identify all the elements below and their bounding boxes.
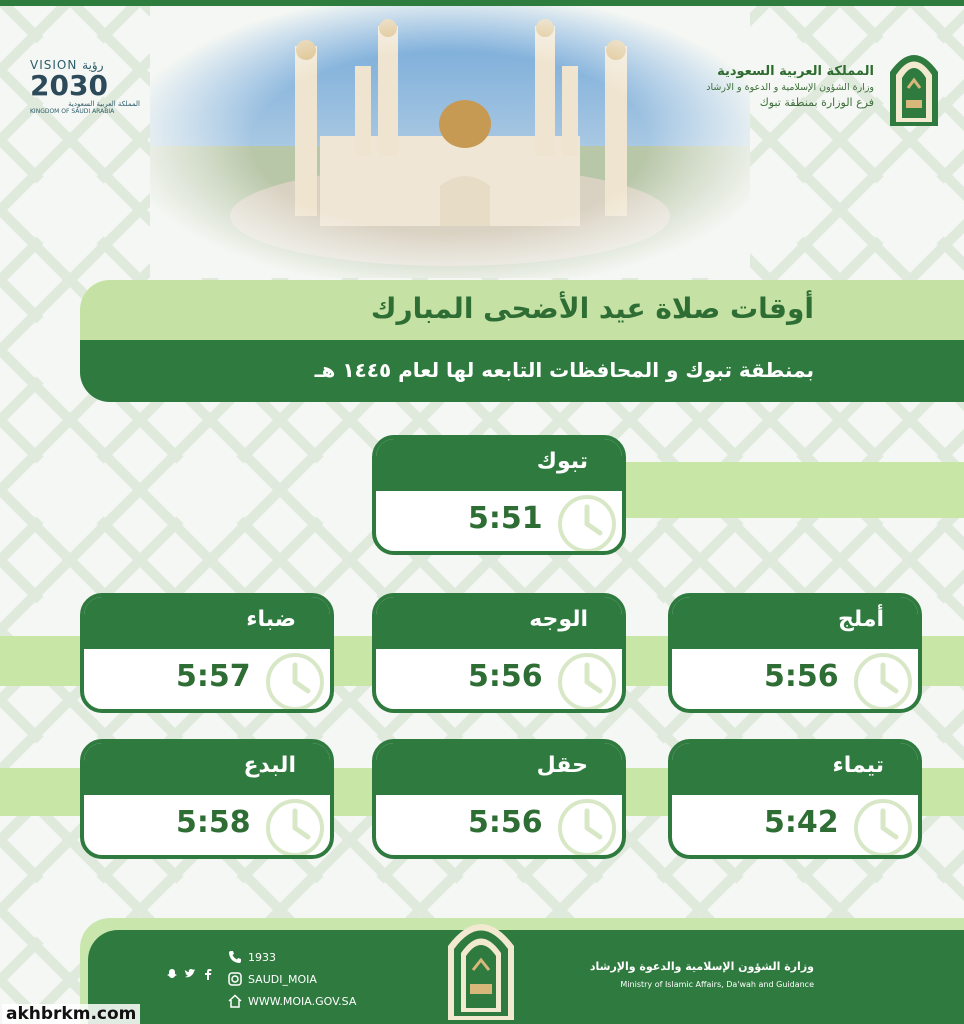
clock-icon	[852, 651, 914, 713]
page-title: أوقات صلاة عيد الأضحى المبارك	[370, 292, 814, 325]
prayer-time: 5:57	[176, 659, 251, 694]
website-link[interactable]: WWW.MOIA.GOV.SA	[248, 994, 357, 1008]
card-alwajh	[372, 593, 626, 713]
city-name: الوجه	[529, 607, 588, 632]
mosque-illustration	[150, 6, 750, 278]
ministry-line-1: المملكة العربية السعودية	[717, 64, 874, 79]
prayer-time: 5:51	[468, 501, 543, 536]
city-name: تبوك	[536, 449, 588, 474]
ministry-emblem-icon	[886, 42, 942, 126]
card-tayma	[668, 739, 922, 859]
vision-2030-logo	[30, 58, 140, 115]
city-name: ضباء	[246, 607, 296, 632]
footer-ministry-english: Ministry of Islamic Affairs, Da'wah and Guidance	[620, 980, 814, 989]
card-albada	[80, 739, 334, 859]
clock-icon	[264, 651, 326, 713]
vision-english: KINGDOM OF SAUDI ARABIA	[30, 108, 115, 115]
clock-icon	[852, 797, 914, 859]
connector-bar	[600, 462, 964, 518]
contact-info	[228, 946, 356, 1012]
clock-icon	[556, 651, 618, 713]
vision-arabic: المملكة العربية السعودية	[68, 100, 140, 108]
clock-icon	[556, 493, 618, 555]
clock-icon	[264, 797, 326, 859]
subtitle-banner	[80, 340, 964, 402]
site-watermark: akhbrkm.com	[2, 1004, 140, 1024]
city-name: تيماء	[832, 753, 884, 778]
social-handle[interactable]: SAUDI_MOIA	[248, 972, 317, 986]
ministry-line-2: وزارة الشؤون الإسلامية و الدعوة و الارشاد	[706, 82, 874, 93]
card-haql	[372, 739, 626, 859]
snapchat-icon[interactable]	[166, 968, 178, 980]
instagram-icon	[228, 972, 242, 986]
home-icon	[228, 994, 242, 1008]
prayer-time: 5:58	[176, 805, 251, 840]
title-banner	[80, 280, 964, 342]
city-name: حقل	[536, 753, 588, 778]
ministry-emblem-icon	[444, 908, 518, 1020]
footer	[88, 930, 964, 1024]
prayer-time: 5:56	[468, 659, 543, 694]
city-name: أملج	[838, 607, 884, 632]
vision-year: 2030	[30, 69, 108, 102]
social-icons	[166, 968, 214, 980]
page-subtitle: بمنطقة تبوك و المحافظات التابعه لها لعام ١٤٤٥ هـ	[314, 358, 814, 382]
card-duba	[80, 593, 334, 713]
vision-label: VISION رؤية	[30, 58, 104, 72]
prayer-time: 5:42	[764, 805, 839, 840]
city-name: البدع	[243, 753, 296, 778]
ministry-header	[674, 64, 874, 109]
prayer-time: 5:56	[468, 805, 543, 840]
prayer-time: 5:56	[764, 659, 839, 694]
phone-number: 1933	[248, 950, 276, 964]
footer-ministry-arabic: وزارة الشؤون الإسلامية والدعوة والإرشاد	[589, 960, 814, 973]
phone-icon	[228, 950, 242, 964]
clock-icon	[556, 797, 618, 859]
twitter-icon[interactable]	[184, 968, 196, 980]
card-tabuk	[372, 435, 626, 555]
facebook-icon[interactable]	[202, 968, 214, 980]
ministry-line-3: فرع الوزارة بمنطقة تبوك	[759, 96, 874, 109]
card-umluj	[668, 593, 922, 713]
